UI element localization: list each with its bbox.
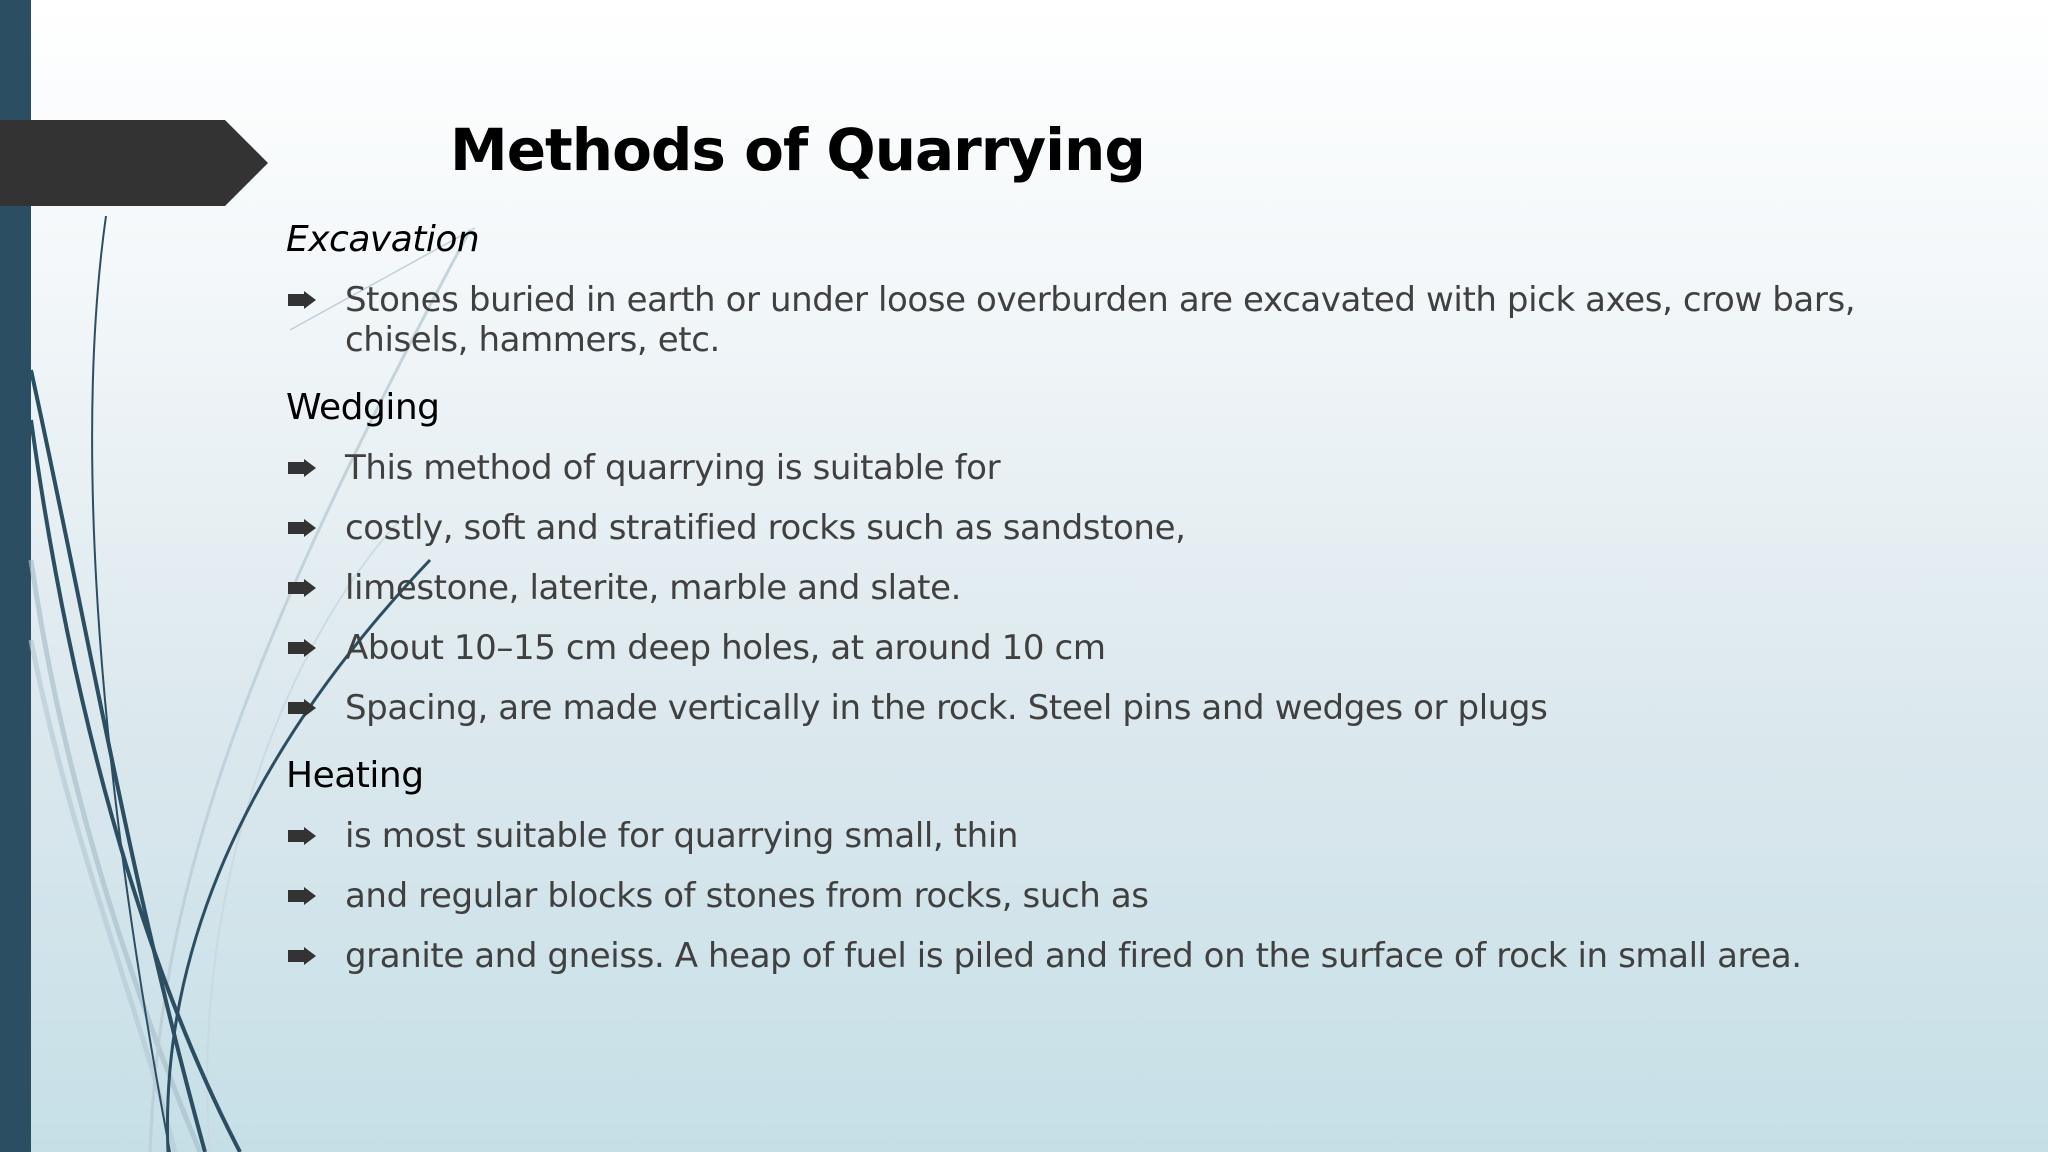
list-item (286, 866, 1966, 926)
section-heading-heating: Heating (286, 755, 424, 796)
list-item-text: and regular blocks of stones from rocks, such as (345, 876, 1149, 916)
section-heading-excavation: Excavation (286, 219, 480, 260)
list-item-text: Stones buried in earth or under loose overburden are excavated with pick axes, crow bars, chisels, hammers, etc. (345, 280, 1856, 360)
list-item (286, 806, 1966, 866)
slide-title: Methods of Quarrying (450, 116, 1145, 184)
slide-content (286, 210, 1966, 986)
arrow-bullet-icon (288, 291, 316, 309)
list-item (286, 618, 1966, 678)
list-item (286, 926, 1966, 986)
arrow-bullet-icon (288, 699, 316, 717)
arrow-bullet-icon (288, 887, 316, 905)
arrow-bullet-icon (288, 579, 316, 597)
list-item-text: About 10–15 cm deep holes, at around 10 cm (345, 628, 1106, 668)
section-heading-wedging: Wedging (286, 387, 440, 428)
list-item (286, 558, 1966, 618)
title-tab-shape (0, 120, 268, 206)
arrow-bullet-icon (288, 459, 316, 477)
list-item-text: is most suitable for quarrying small, thin (345, 816, 1019, 856)
list-item-text: Spacing, are made vertically in the rock. Steel pins and wedges or plugs (345, 688, 1548, 728)
list-item-text: This method of quarrying is suitable for (345, 448, 1001, 488)
list-item-text: costly, soft and stratified rocks such as sandstone, (345, 508, 1186, 548)
arrow-bullet-icon (288, 947, 316, 965)
arrow-bullet-icon (288, 639, 316, 657)
list-item (286, 678, 1966, 738)
list-item (286, 498, 1966, 558)
list-item (286, 438, 1966, 498)
arrow-bullet-icon (288, 519, 316, 537)
arrow-bullet-icon (288, 827, 316, 845)
list-item (286, 270, 1966, 370)
list-item-text: limestone, laterite, marble and slate. (345, 568, 961, 608)
list-item-text: granite and gneiss. A heap of fuel is piled and fired on the surface of rock in small area. (345, 936, 1802, 976)
